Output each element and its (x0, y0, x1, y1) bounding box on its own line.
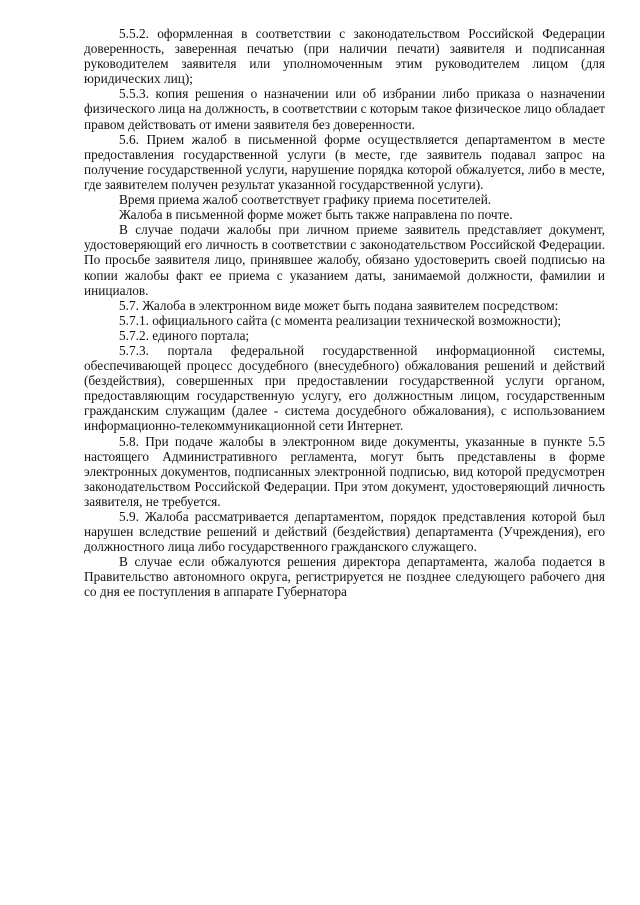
paragraph-5-5-2: 5.5.2. оформленная в соответствии с законодательством Российской Федерации доверенность, заверенная печатью (при наличии печати) заявителя и подписанная руководителем заявителя или уполномоченным этим руководителем лицом (для юридических лиц); (84, 26, 605, 87)
paragraph-5-6: 5.6. Прием жалоб в письменной форме осуществляется департаментом в месте предоставления государственной услуги (в месте, где заявитель подавал запрос на получение государственной услуги, нарушение порядка которой обжалуется, либо в месте, где заявителем получен результат указанной государственной услуги). (84, 131, 605, 192)
paragraph-personal-reception: В случае подачи жалобы при личном приеме заявитель представляет документ, удостоверяющий его личность в соответствии с законодательством Российской Федерации. По просьбе заявителя лицо, принявшее жалобу, обязано удостоверить своей подписью на копии жалобы факт ее приема с указанием даты, занимаемой должности, фамилии и инициалов. (84, 222, 605, 298)
paragraph-5-7-2: 5.7.2. единого портала; (119, 327, 250, 343)
paragraph-5-9: 5.9. Жалоба рассматривается департаментом, порядок представления которой был нарушен вследствие решений и действий (бездействия) департамента (Учреждения), его должностного лица либо государственного гражданского служащего. (84, 509, 605, 555)
paragraph-5-7: 5.7. Жалоба в электронном виде может быть подана заявителем посредством: (119, 297, 559, 313)
paragraph-reception-schedule: Время приема жалоб соответствует графику приема посетителей. (119, 192, 492, 208)
paragraph-5-7-1: 5.7.1. официального сайта (с момента реализации технической возможности); (119, 312, 562, 328)
paragraph-by-mail: Жалоба в письменной форме может быть также направлена по почте. (119, 207, 513, 223)
paragraph-5-5-3: 5.5.3. копия решения о назначении или об избрании либо приказа о назначении физического лица на должность, в соответствии с которым такое физическое лицо обладает правом действовать от имени заявителя без доверенности. (84, 86, 605, 132)
document-body (84, 26, 605, 600)
paragraph-5-7-3: 5.7.3. портала федеральной государственной информационной системы, обеспечивающей процесс досудебного (внесудебного) обжалования решений и действий (бездействия), совершенных при предоставлении государственной услуги органом, предоставляющим государственную услугу, его должностным лицом, государственным гражданским служащим (далее - система досудебного обжалования), с использованием информационно-телекоммуникационной сети Интернет. (84, 342, 605, 434)
paragraph-director-decisions: В случае если обжалуются решения директора департамента, жалоба подается в Правительство автономного округа, регистрируется не позднее следующего рабочего дня со дня ее поступления в аппарате Губернатора (84, 554, 605, 600)
paragraph-5-8: 5.8. При подаче жалобы в электронном виде документы, указанные в пункте 5.5 настоящего Административного регламента, могут быть представлены в форме электронных документов, подписанных электронной подписью, вид которой предусмотрен законодательством Российской Федерации. При этом документ, удостоверяющий личность заявителя, не требуется. (84, 433, 605, 509)
